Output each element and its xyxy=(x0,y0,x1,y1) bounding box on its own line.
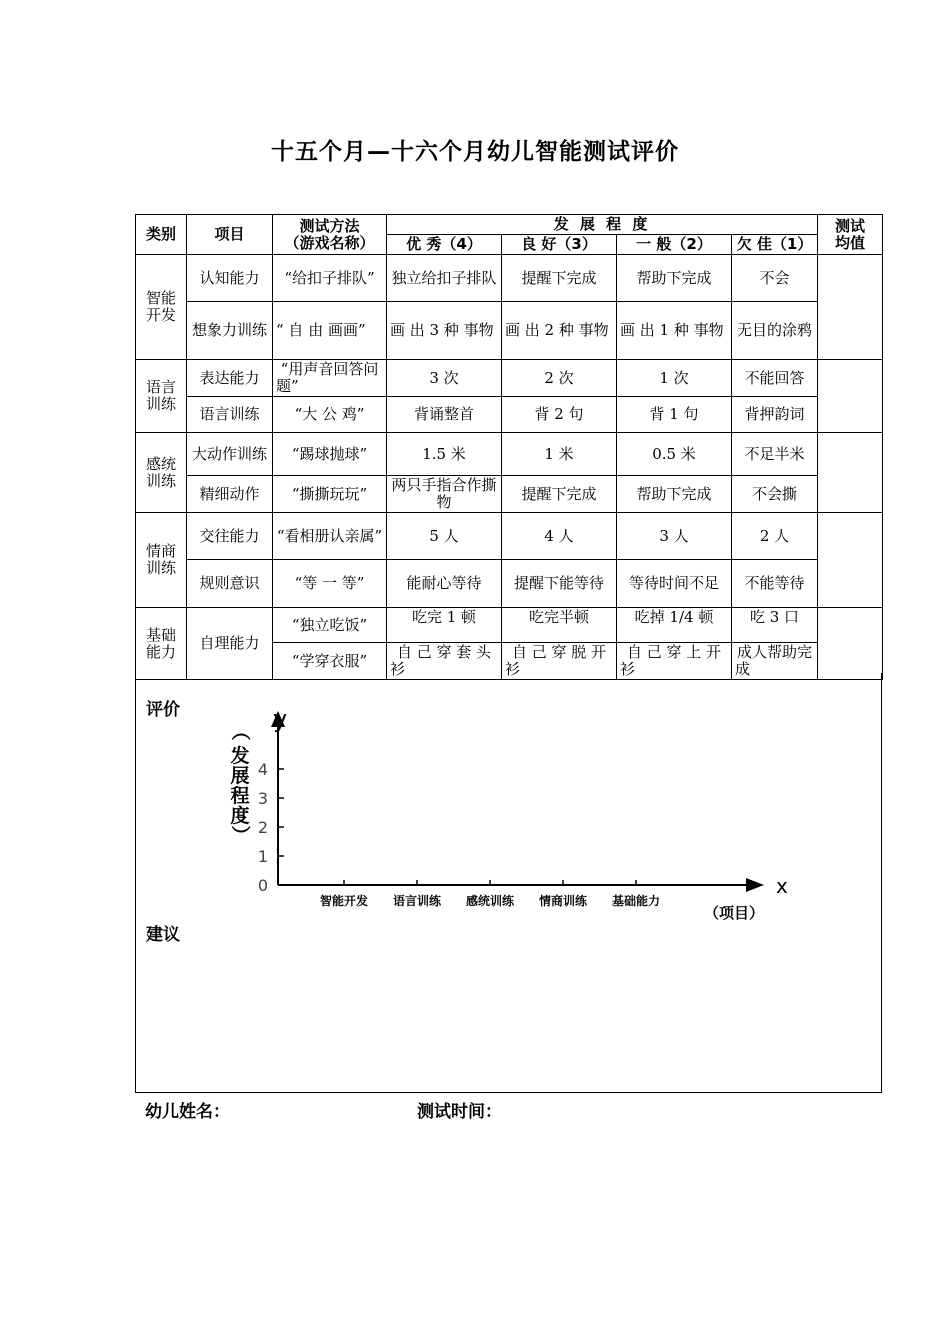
average-cell: 帮助下完成 xyxy=(617,476,732,513)
average-cell: 3 人 xyxy=(617,513,732,560)
mean-cell[interactable] xyxy=(818,255,883,360)
item-cell: 规则意识 xyxy=(187,560,273,608)
item-cell: 语言训练 xyxy=(187,397,273,433)
table-row xyxy=(136,302,883,360)
y-tick-label: 3 xyxy=(257,789,268,808)
poor-cell: 背押韵词 xyxy=(732,397,818,433)
item-cell: 大动作训练 xyxy=(187,433,273,476)
average-cell: 画 出 1 种 事物 xyxy=(617,302,732,360)
item-cell: 想象力训练 xyxy=(187,302,273,360)
category-cell: 感统训练 xyxy=(136,433,187,513)
x-tick-label: 语言训练 xyxy=(392,894,442,908)
good-cell: 4 人 xyxy=(502,513,617,560)
average-cell: 自 己 穿 上 开衫 xyxy=(617,643,732,680)
table-row xyxy=(136,608,883,643)
poor-cell: 2 人 xyxy=(732,513,818,560)
average-cell: 等待时间不足 xyxy=(617,560,732,608)
category-cell: 智能开发 xyxy=(136,255,187,360)
y-axis-letter: y xyxy=(273,705,288,733)
x-axis-arrow xyxy=(746,878,764,892)
excellent-cell: 两只手指合作撕物 xyxy=(387,476,502,513)
mean-cell[interactable] xyxy=(818,513,883,608)
good-cell: 提醒下完成 xyxy=(502,476,617,513)
mean-cell[interactable] xyxy=(818,608,883,680)
method-cell: “ 自 由 画画” xyxy=(273,302,387,360)
header-average: 一 般（2） xyxy=(617,235,732,255)
method-cell: “给扣子排队” xyxy=(273,255,387,302)
table-row xyxy=(136,397,883,433)
excellent-cell: 独立给扣子排队 xyxy=(387,255,502,302)
average-cell: 吃掉 1/4 顿 xyxy=(617,608,732,643)
good-cell: 2 次 xyxy=(502,360,617,397)
excellent-cell: 背诵整首 xyxy=(387,397,502,433)
header-method-line2: （游戏名称） xyxy=(284,233,375,252)
header-item: 项目 xyxy=(187,215,273,255)
average-cell: 背 1 句 xyxy=(617,397,732,433)
excellent-cell: 3 次 xyxy=(387,360,502,397)
poor-cell: 不足半米 xyxy=(732,433,818,476)
header-method xyxy=(273,215,387,255)
y-tick-label: 1 xyxy=(257,847,268,866)
item-cell: 精细动作 xyxy=(187,476,273,513)
mean-cell[interactable] xyxy=(818,360,883,433)
page-title: 十五个月—十六个月幼儿智能测试评价 xyxy=(271,139,679,165)
item-cell: 自理能力 xyxy=(187,608,273,680)
item-cell: 交往能力 xyxy=(187,513,273,560)
method-cell: “等 一 等” xyxy=(273,560,387,608)
excellent-cell: 1.5 米 xyxy=(387,433,502,476)
poor-cell: 不能回答 xyxy=(732,360,818,397)
y-tick-label: 0 xyxy=(257,876,268,895)
child-name-field[interactable] xyxy=(235,1097,405,1119)
category-cell: 语言训练 xyxy=(136,360,187,433)
y-axis-label-char: ） xyxy=(229,825,251,845)
method-cell: “撕撕玩玩” xyxy=(273,476,387,513)
item-cell: 表达能力 xyxy=(187,360,273,397)
development-chart xyxy=(136,703,881,943)
header-mean xyxy=(818,215,883,255)
evaluation-label: 评价 xyxy=(146,700,180,720)
method-cell: “用声音回答问题” xyxy=(273,360,387,397)
header-mean-line1: 测试 xyxy=(835,216,866,235)
method-cell: “大 公 鸡” xyxy=(273,397,387,433)
y-axis-label-char: 度 xyxy=(230,805,250,827)
poor-cell: 吃 3 口 xyxy=(732,608,818,643)
header-mean-line2: 均值 xyxy=(835,233,866,252)
method-cell: “踢球抛球” xyxy=(273,433,387,476)
evaluation-section xyxy=(135,673,882,1093)
category-cell: 情商训练 xyxy=(136,513,187,608)
poor-cell: 无目的涂鸦 xyxy=(732,302,818,360)
y-axis-label-char: （ xyxy=(229,721,251,741)
good-cell: 自 己 穿 脱 开衫 xyxy=(502,643,617,680)
category-cell: 基础能力 xyxy=(136,608,187,680)
x-tick-label: 感统训练 xyxy=(465,894,515,908)
x-axis-label: （项目） xyxy=(704,904,765,922)
poor-cell: 不能等待 xyxy=(732,560,818,608)
suggestion-area[interactable] xyxy=(146,948,871,1083)
header-category: 类别 xyxy=(136,215,187,255)
y-axis-label xyxy=(229,721,252,844)
test-time-field[interactable] xyxy=(505,1097,675,1119)
table-row xyxy=(136,433,883,476)
method-cell: “学穿衣服” xyxy=(273,643,387,680)
excellent-cell: 能耐心等待 xyxy=(387,560,502,608)
poor-cell: 不会 xyxy=(732,255,818,302)
good-cell: 提醒下能等待 xyxy=(502,560,617,608)
table-row xyxy=(136,476,883,513)
excellent-cell: 画 出 3 种 事物 xyxy=(387,302,502,360)
item-cell: 认知能力 xyxy=(187,255,273,302)
good-cell: 背 2 句 xyxy=(502,397,617,433)
table-row xyxy=(136,360,883,397)
poor-cell: 不会撕 xyxy=(732,476,818,513)
good-cell: 1 米 xyxy=(502,433,617,476)
x-tick-label: 情商训练 xyxy=(538,894,588,908)
x-tick-label: 基础能力 xyxy=(611,894,661,908)
y-axis-label-char: 程 xyxy=(230,785,250,807)
good-cell: 画 出 2 种 事物 xyxy=(502,302,617,360)
average-cell: 帮助下完成 xyxy=(617,255,732,302)
header-poor: 欠 佳（1） xyxy=(732,235,818,255)
y-tick-label: 2 xyxy=(257,818,268,837)
y-axis-label-char: 发 xyxy=(230,745,250,767)
table-row xyxy=(136,513,883,560)
average-cell: 1 次 xyxy=(617,360,732,397)
excellent-cell: 自 己 穿 套 头衫 xyxy=(387,643,502,680)
y-axis-label-char: 展 xyxy=(230,765,250,787)
child-name-label: 幼儿姓名： xyxy=(145,1102,230,1122)
header-method-line1: 测试方法 xyxy=(299,216,360,235)
header-excellent: 优 秀（4） xyxy=(387,235,502,255)
good-cell: 提醒下完成 xyxy=(502,255,617,302)
average-cell: 0.5 米 xyxy=(617,433,732,476)
table-row xyxy=(136,560,883,608)
suggestion-label: 建议 xyxy=(146,925,180,945)
excellent-cell: 5 人 xyxy=(387,513,502,560)
table-row xyxy=(136,255,883,302)
header-good: 良 好（3） xyxy=(502,235,617,255)
y-tick-label: 4 xyxy=(257,760,268,779)
x-axis-letter: x xyxy=(776,874,788,898)
method-cell: “独立吃饭” xyxy=(273,608,387,643)
method-cell: “看相册认亲属” xyxy=(273,513,387,560)
evaluation-table xyxy=(135,214,883,680)
excellent-cell: 吃完 1 顿 xyxy=(387,608,502,643)
x-tick-label: 智能开发 xyxy=(319,894,369,908)
test-time-label: 测试时间： xyxy=(417,1102,502,1122)
poor-cell: 成人帮助完成 xyxy=(732,643,818,680)
mean-cell[interactable] xyxy=(818,433,883,513)
header-development: 发 展 程 度 xyxy=(387,215,818,235)
good-cell: 吃完半顿 xyxy=(502,608,617,643)
